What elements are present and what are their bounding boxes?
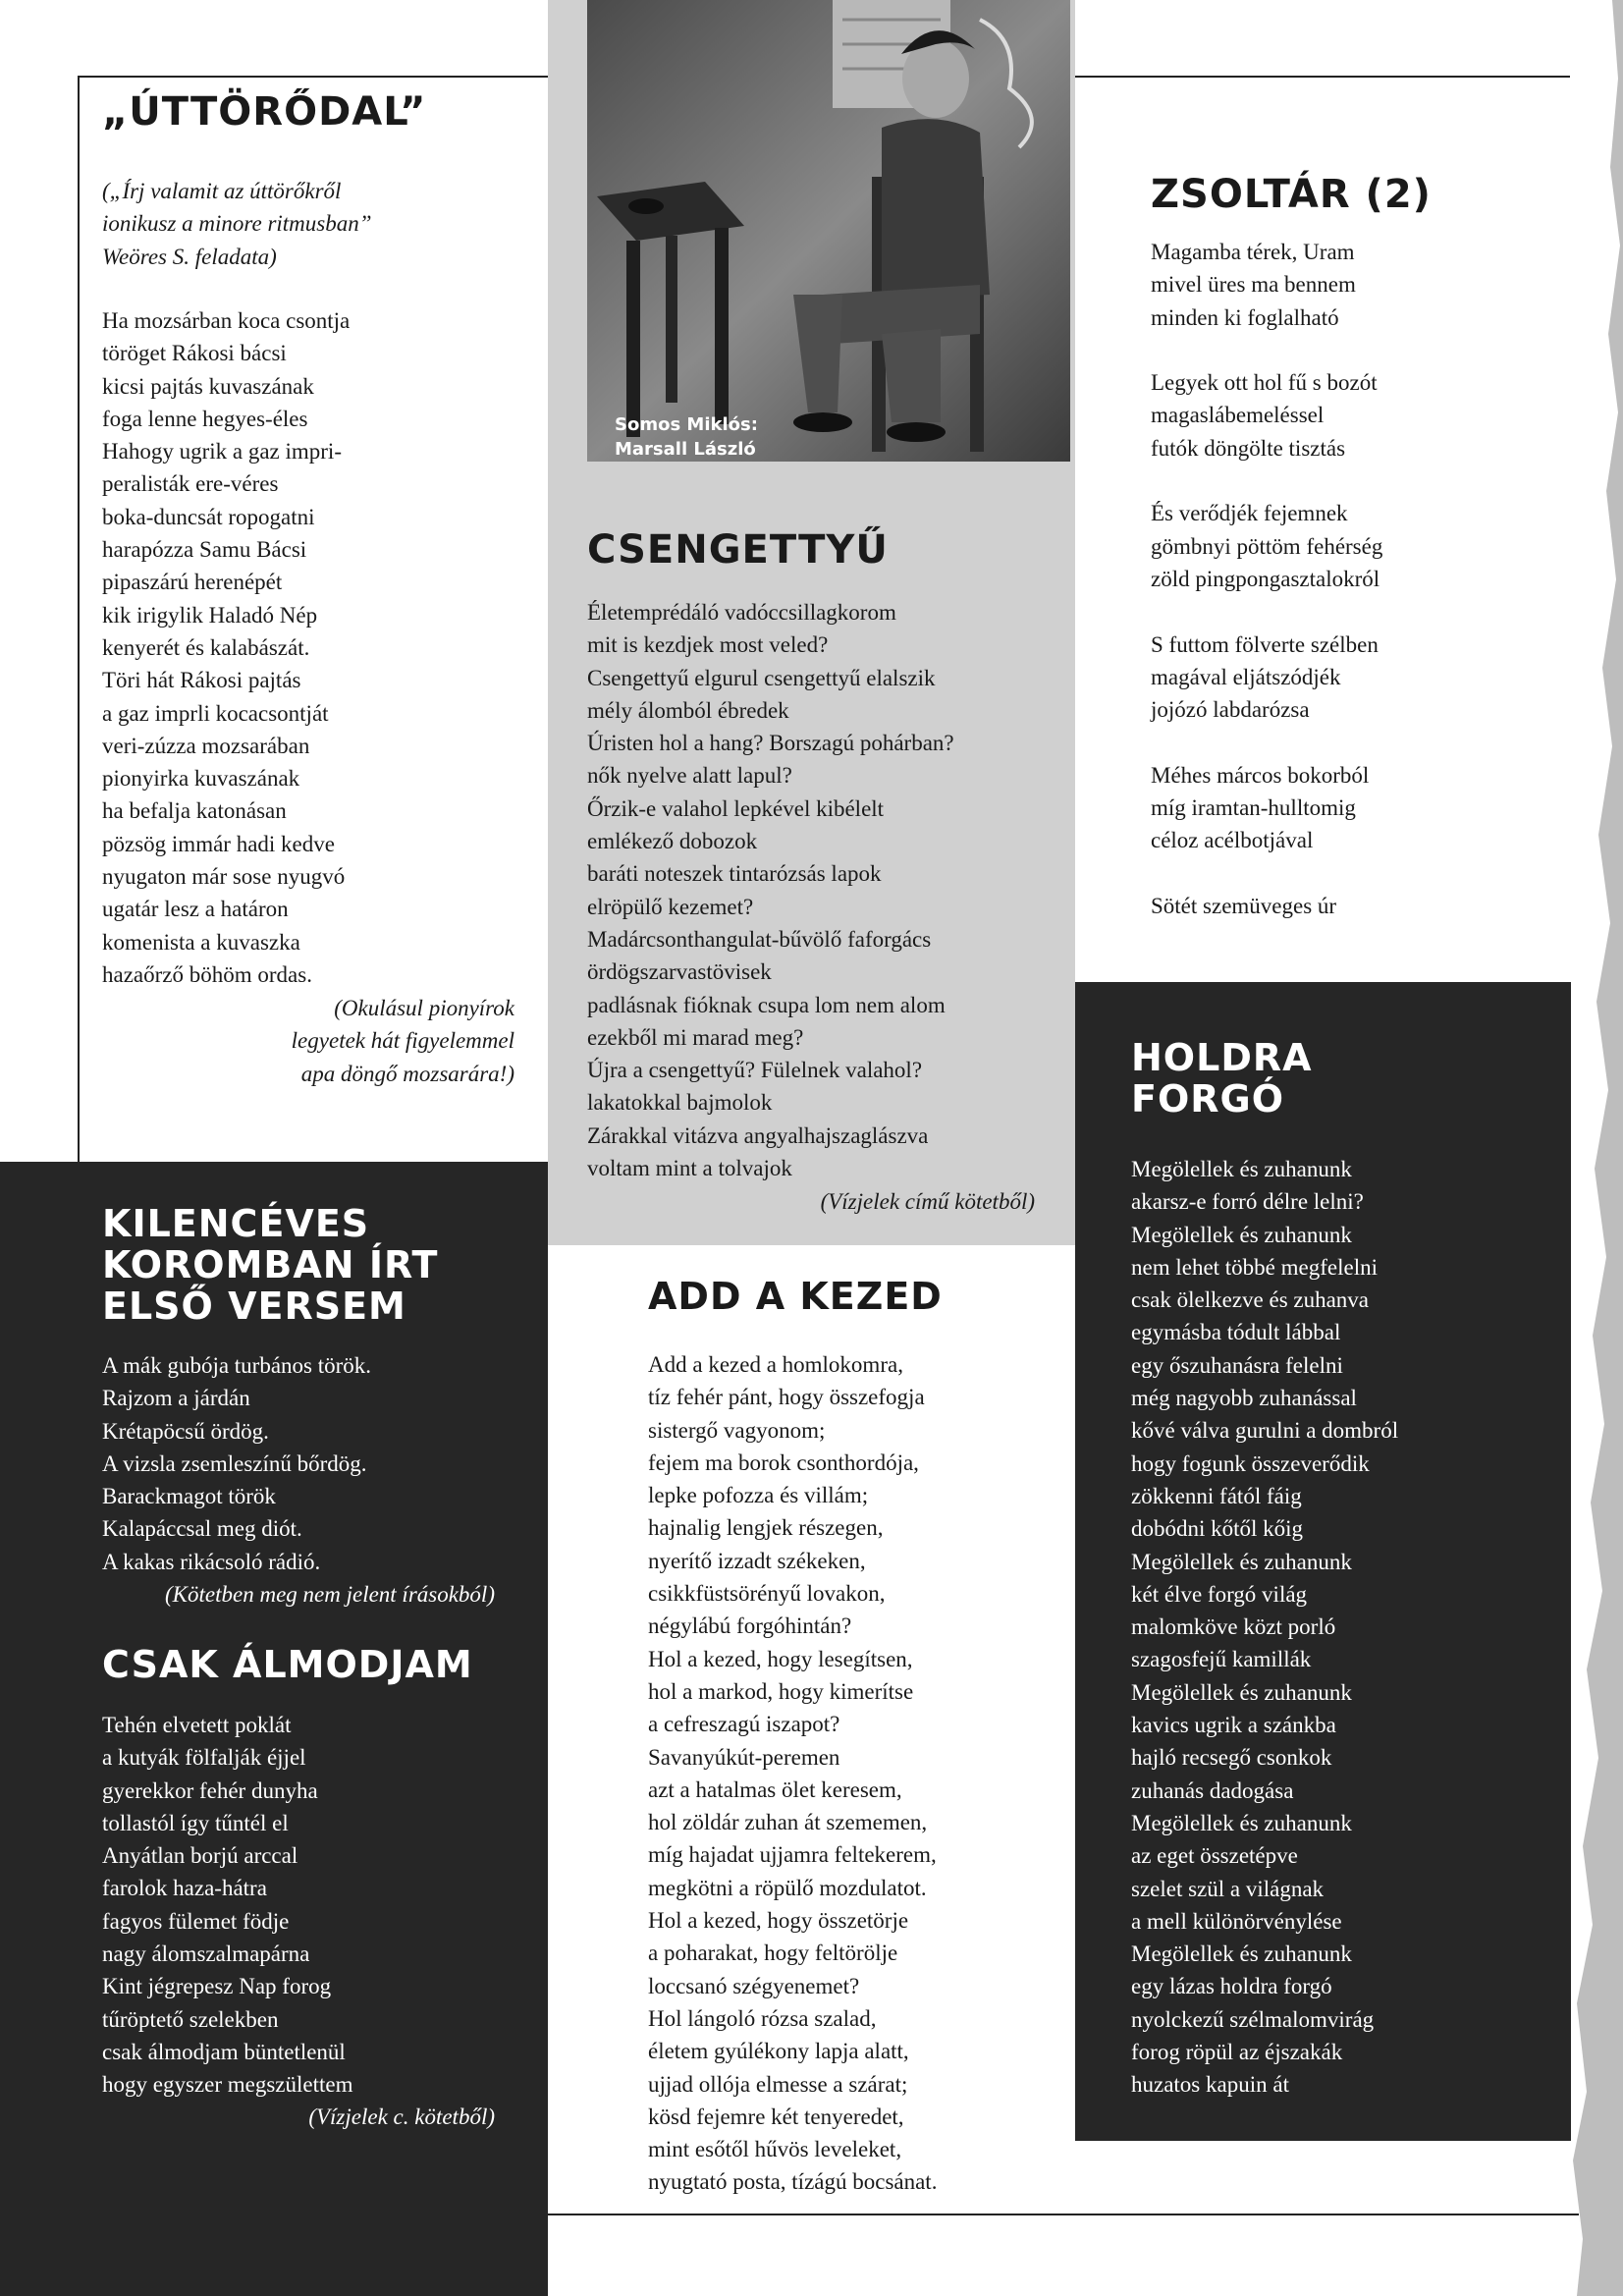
uttorodal-body: Ha mozsárban koca csontja töröget Rákosi bácsi kicsi pajtás kuvaszának foga lenne hegyes-éles Hahogy ugrik a gaz impri- peralisták ere-véres boka-duncsát ropogatni harapózza Samu Bácsi pipaszárú herenépét kik irigylik Haladó Nép kenyerét és kalabászát. Töri hát Rákosi pajtás a gaz imprli kocacsontját veri-zúzza mozsarában pionyirka kuvaszának ha befalja katonásan pözsög immár hadi kedve nyugaton már sose nyugvó ugatár lesz a határon komenista a kuvaszka hazaőrző böhöm ordas.: [102, 308, 351, 987]
uttorodal-intro: („Írj valamit az úttörőkről ionikusz a minore ritmusban” Weöres S. feladata): [102, 179, 372, 269]
kilenceves-source: (Kötetben meg nem jelent írásokból): [165, 1582, 495, 1607]
csengettyu-title: CSENGETTYŰ: [587, 527, 889, 573]
torn-edge-decoration: [1563, 0, 1623, 2296]
csengettyu-body: Életemprédáló vadóccsillagkorom mit is kezdjek most veled? Csengettyű elgurul csengettyű elalszik mély álomból ébredek Úristen hol a hang? Borszagú pohárban? nők nyelve alatt lapul? Őrzik-e valahol lepkével kibélelt emlékező dobozok baráti noteszek tintarózsás lapok elröpülő kezemet? Madárcsonthangulat-bűvölő faforgács ördögszarvastövisek padlásnak fióknak csupa lom nem alom ezekből mi marad meg? Újra a csengettyű? Fülelnek valahol? lakatokkal bajmolok Zárakkal vitázva angyalhajszaglászva voltam mint a tolvajok: [587, 600, 954, 1181]
frame-left-line: [78, 76, 80, 1162]
image-caption: Somos Miklós: Marsall László: [615, 414, 758, 460]
kilenceves-title: KILENCÉVES KOROMBAN ÍRT ELSŐ VERSEM: [102, 1202, 439, 1328]
csengettyu-source: (Vízjelek című kötetből): [820, 1189, 1035, 1214]
zsoltar-body: Magamba térek, Uram mivel üres ma bennem minden ki foglalható Legyek ott hol fű s bozót magaslábemeléssel futók döngölte tisztás És verődjék fejemnek gömbnyi pöttöm fehérség zöld pingpongasztalokról S futtom fölverte szélben magával eljátszódjék jojózó labdarózsa Méhes márcos bokorból míg iramtan-hulltomig céloz acélbotjával Sötét szemüveges úr: [1151, 240, 1383, 918]
uttorodal-closing: (Okulásul pionyírok legyetek hát figyelemmel apa döngő mozsarára!): [291, 996, 514, 1086]
kilenceves-body: A mák gubója turbános török. Rajzom a járdán Krétapöcsű ördög. A vizsla zsemleszínű bőrdög. Barackmagot török Kalapáccsal meg diót. A kakas rikácsoló rádió.: [102, 1353, 372, 1574]
add-a-kezed-body: Add a kezed a homlokomra, tíz fehér pánt, hogy összefogja sistergő vagyonom; fejem ma borok csonthordója, lepke pofozza és villám; hajnalig lengjek részegen, nyerítő izzadt székeken, csikkfüstsörényű lovakon, négylábú forgóhintán? Hol a kezed, hogy lesegítsen, hol a markod, hogy kimerítse a cefreszagú iszapot? Savanyúkút-peremen azt a hatalmas ölet keresem, hol zöldár zuhan át szememen, míg hajadat ujjamra feltekerem, megkötni a röpülő mozdulatot. Hol a kezed, hogy összetörje a poharakat, hogy feltörölje loccsanó szégyenemet? Hol lángoló rózsa szalad, életem gyúlékony lapja alatt, ujjad ollója elmesse a szárat; kösd fejemre két tenyeredet, mint esőtől hűvös leveleket, nyugtató posta, tízágú bocsánat.: [648, 1352, 938, 2195]
frame-bottom-line: [548, 2214, 1579, 2215]
holdra-forgo-body: Megölellek és zuhanunk akarsz-e forró délre lelni? Megölellek és zuhanunk nem lehet többé megfelelni csak ölelkezve és zuhanva egymásba tódult lábbal egy őszuhanásra felelni még nagyobb zuhanással kővé válva gurulni a dombról hogy fogunk összeverődik zökkenni fától fáig dobódni kőtől kőig Megölellek és zuhanunk két élve forgó világ malomköve közt porló szagosfejű kamillák Megölellek és zuhanunk kavics ugrik a szánkba hajló recsegő csonkok zuhanás dadogása Megölellek és zuhanunk az eget összetépve szelet szül a világnak a mell különörvénylése Megölellek és zuhanunk egy lázas holdra forgó nyolckezű szélmalomvirág forog röpül az éjszakák huzatos kapuin át: [1131, 1157, 1399, 2098]
csak-almodjam-title: CSAK ÁLMODJAM: [102, 1643, 473, 1686]
portrait-painting-illustration: [587, 0, 1070, 462]
painting-image: [587, 0, 1070, 462]
csak-almodjam-source: (Vízjelek c. kötetből): [308, 2105, 495, 2129]
holdra-forgo-title: HOLDRA FORGÓ: [1131, 1036, 1313, 1121]
csak-almodjam-body: Tehén elvetett poklát a kutyák fölfalják éjjel gyerekkor fehér dunyha tollastól így tűntél el Anyátlan borjú arccal farolok haza-hátra fagyos fülemet födje nagy álomszalmapárna Kint jégrepesz Nap forog tűröptető szelekben csak álmodjam büntetlenül hogy egyszer megszülettem: [102, 1713, 353, 2098]
zsoltar-title: ZSOLTÁR (2): [1151, 172, 1432, 217]
add-a-kezed-title: ADD A KEZED: [648, 1275, 943, 1318]
uttorodal-title: „ÚTTÖRŐDAL”: [102, 89, 427, 135]
